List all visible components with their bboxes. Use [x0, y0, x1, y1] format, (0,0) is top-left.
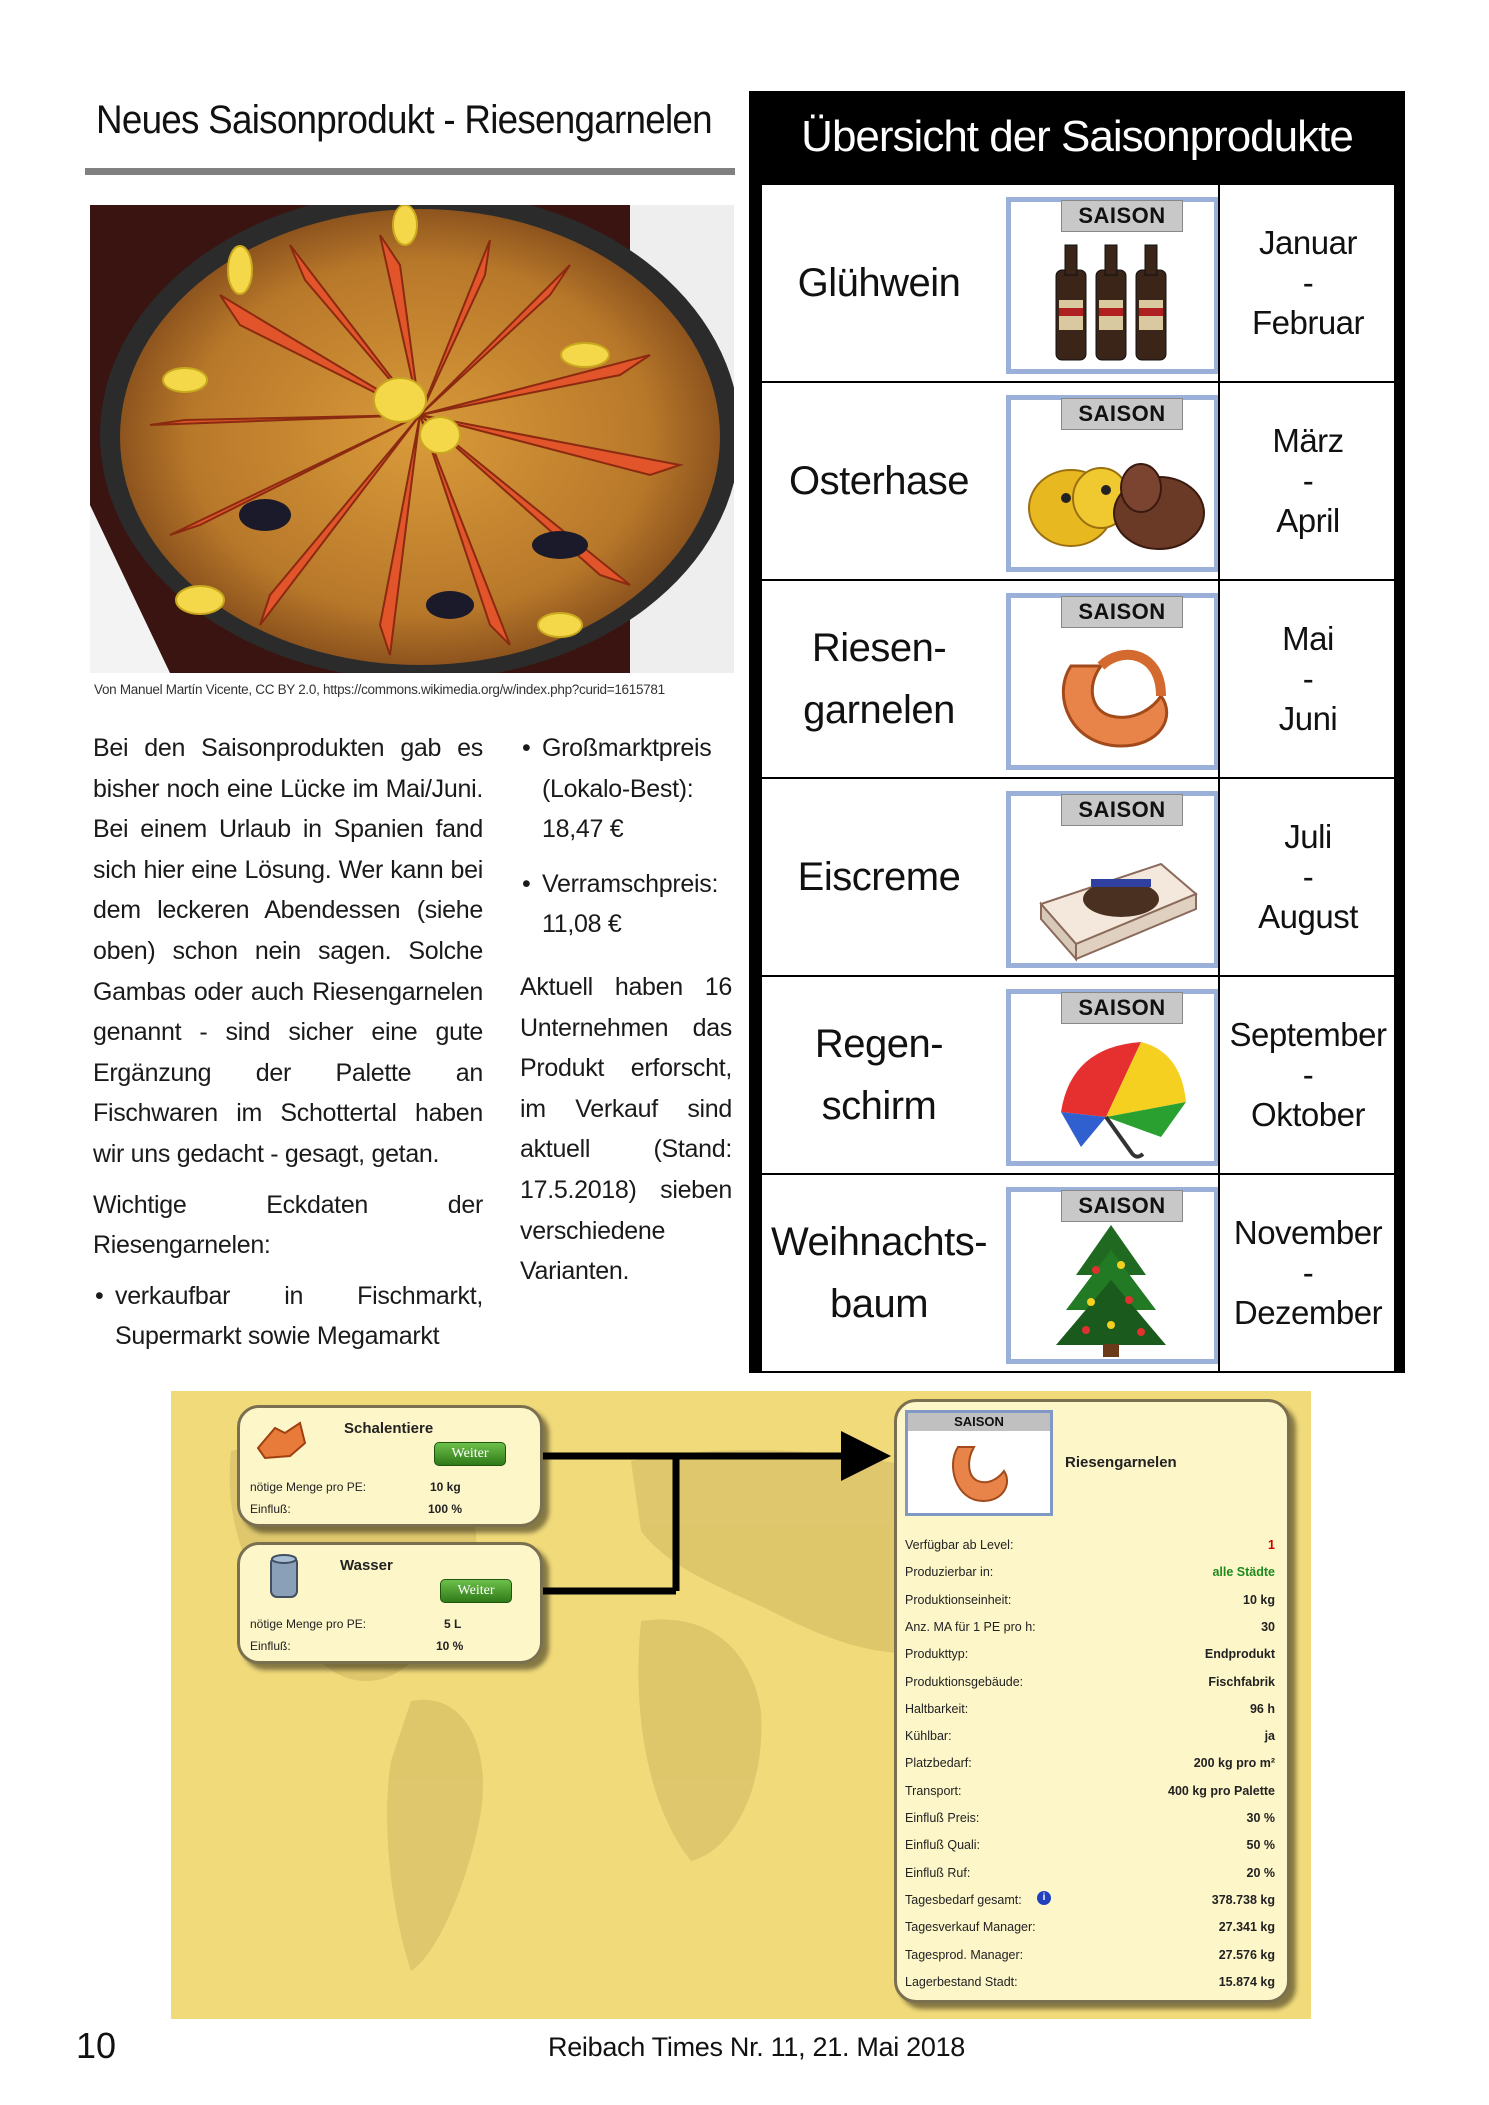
spec-row [905, 1838, 1275, 1865]
season-product-name: Regen- schirm [814, 1022, 944, 1128]
spec-label: Haltbarkeit: [905, 1701, 969, 1716]
spec-row [905, 1920, 1275, 1947]
bullet-item: • Großmarktpreis (Lokalo-Best): 18,47 € [520, 728, 732, 850]
spec-label: Lagerbestand Stadt: [905, 1974, 1018, 1989]
article-paragraph: Bei den Saisonprodukten gab es bisher noch eine Lücke im Mai/Juni. Bei einem Urlaub in Spanien fand sich hier eine Lösung. Wer kann bei dem leckeren Abendessen (siehe oben) schon nein sagen. Solche Gambas oder auch Riesengarnelen genannt - sind sicher eine gute Ergänzung der Palette an Fischwaren im Schottertal haben wir uns gedacht - gesagt, getan. [93, 734, 483, 1168]
spec-label: Tagesverkauf Manager: [905, 1920, 1036, 1935]
product-spec-list [897, 1538, 1287, 1998]
spec-label: Transport: [905, 1783, 962, 1798]
ice-cream-box-icon [1011, 824, 1214, 963]
spec-value: 96 h [1249, 1701, 1275, 1716]
season-months: September - Oktober [1218, 977, 1396, 1173]
christmas-tree-icon [1011, 1220, 1214, 1359]
wine-bottles-icon [1011, 230, 1214, 369]
season-row-osterhase [762, 383, 1394, 579]
game-screenshot [171, 1391, 1311, 2019]
season-row-regenschirm [762, 977, 1394, 1173]
spec-value: 15.874 kg [1218, 1974, 1275, 1989]
qty-value: 5 L [444, 1617, 462, 1631]
weiter-button[interactable]: Weiter [440, 1579, 512, 1603]
season-product-name: Weihnachts- baum [770, 1220, 988, 1326]
spec-value: 1 [1268, 1538, 1275, 1552]
spec-value: Fischfabrik [1208, 1674, 1275, 1689]
product-image-frame [905, 1410, 1053, 1516]
article-paragraph: Aktuell haben 16 Unternehmen das Produkt erforscht, im Verkauf sind aktuell (Stand: 17.5.2018) sieben verschiedene Varianten. [520, 972, 732, 1286]
article-title: Neues Saisonprodukt - Riesengarnelen [96, 98, 712, 142]
article-right-column [520, 728, 732, 1292]
bullet-item: • verkaufbar in Fischmarkt, Supermarkt sowie Megamarkt [93, 1276, 483, 1357]
product-title: Riesengarnelen [1065, 1454, 1177, 1471]
shrimp-icon [1011, 626, 1214, 765]
spec-label: Platzbedarf: [905, 1756, 972, 1771]
spec-row [905, 1756, 1275, 1783]
ingredient-title: Schalentiere [344, 1420, 434, 1437]
spec-row [905, 1565, 1275, 1592]
weiter-button[interactable]: Weiter [434, 1442, 506, 1466]
season-product-name: Riesen- garnelen [803, 626, 955, 732]
product-detail-panel [894, 1399, 1290, 2003]
qty-value: 10 kg [430, 1480, 461, 1494]
season-row-weihnachtsbaum [762, 1175, 1394, 1371]
spec-label: Produktionseinheit: [905, 1592, 1012, 1607]
spec-label: Produkttyp: [905, 1647, 969, 1662]
spec-row [905, 1620, 1275, 1647]
season-product-name: Glühwein [797, 261, 961, 305]
overview-title: Übersicht der Saisonprodukte [801, 112, 1353, 161]
easter-bunny-icon [1011, 428, 1214, 567]
spec-value: 27.576 kg [1218, 1947, 1275, 1962]
influence-label: Einfluß: [250, 1639, 291, 1653]
spec-value: 378.738 kg [1211, 1892, 1275, 1907]
photo-caption: Von Manuel Martín Vicente, CC BY 2.0, https://commons.wikimedia.org/w/index.php?curid=1615781 [94, 682, 665, 697]
spec-value: 50 % [1246, 1838, 1275, 1853]
spec-row [905, 1893, 1275, 1920]
influence-label: Einfluß: [250, 1502, 291, 1516]
spec-row [905, 1948, 1275, 1975]
spec-label: Produktionsgebäude: [905, 1674, 1024, 1689]
spec-row [905, 1675, 1275, 1702]
season-row-riesengarnelen [762, 581, 1394, 777]
saison-label: SAISON [1061, 992, 1183, 1024]
spec-value: 20 % [1246, 1865, 1275, 1880]
spec-label: Verfügbar ab Level: [905, 1538, 1014, 1552]
spec-label: Einfluß Preis: [905, 1811, 980, 1825]
spec-value: Endprodukt [1204, 1647, 1275, 1662]
season-months: Juli - August [1218, 779, 1396, 975]
saison-label: SAISON [1061, 200, 1183, 232]
spec-label: Anz. MA für 1 PE pro h: [905, 1619, 1036, 1634]
spec-value: 200 kg pro m² [1193, 1756, 1275, 1771]
spec-row [905, 1647, 1275, 1674]
season-months: März - April [1218, 383, 1396, 579]
spec-value: 30 [1261, 1619, 1275, 1634]
spec-value: ja [1264, 1729, 1275, 1744]
spec-label: Kühlbar: [905, 1729, 952, 1744]
article-left-column [93, 728, 483, 1357]
season-product-name: Eiscreme [797, 855, 961, 899]
spec-label: Einfluß Ruf: [905, 1865, 971, 1880]
page-number: 10 [76, 2025, 117, 2066]
qty-label: nötige Menge pro PE: [250, 1617, 367, 1631]
season-months: Mai - Juni [1218, 581, 1396, 777]
spec-row [905, 1593, 1275, 1620]
spec-label: Produzierbar in: [905, 1565, 994, 1580]
paella-photo [90, 205, 734, 673]
water-barrel-icon [268, 1553, 300, 1601]
spec-row [905, 1538, 1275, 1565]
influence-value: 100 % [428, 1502, 463, 1516]
spec-row [905, 1784, 1275, 1811]
spec-value: 10 kg [1243, 1592, 1275, 1607]
spec-row [905, 1729, 1275, 1756]
spec-value: 27.341 kg [1218, 1920, 1275, 1935]
spec-label: Tagesbedarf gesamt: [905, 1892, 1022, 1907]
ingredient-title: Wasser [340, 1557, 393, 1574]
saison-label: SAISON [1061, 794, 1183, 826]
spec-label: Tagesprod. Manager: [905, 1947, 1024, 1962]
spec-value: alle Städte [1212, 1565, 1275, 1580]
umbrella-icon [1011, 1022, 1214, 1161]
saison-label: SAISON [908, 1413, 1050, 1431]
spec-row [905, 1702, 1275, 1729]
shellfish-icon [250, 1418, 310, 1463]
info-icon[interactable]: i [1037, 1891, 1051, 1905]
footer-text: Reibach Times Nr. 11, 21. Mai 2018 [548, 2032, 966, 2062]
season-months: November - Dezember [1218, 1175, 1396, 1371]
season-row-gluehwein [762, 185, 1394, 381]
article-paragraph: Wichtige Eckdaten der Riesengarnelen: [93, 1190, 483, 1260]
saison-label: SAISON [1061, 596, 1183, 628]
shrimp-icon [938, 1435, 1018, 1509]
ingredient-panel-wasser [237, 1542, 543, 1664]
season-months: Januar - Februar [1218, 185, 1396, 381]
qty-label: nötige Menge pro PE: [250, 1480, 367, 1494]
saison-label: SAISON [1061, 1190, 1183, 1222]
title-divider [85, 168, 735, 175]
spec-row [905, 1811, 1275, 1838]
bullet-item: • Verramschpreis: 11,08 € [520, 864, 732, 945]
influence-value: 10 % [436, 1639, 464, 1653]
spec-value: 30 % [1246, 1811, 1275, 1825]
ingredient-panel-schalentiere [237, 1405, 543, 1527]
season-row-eiscreme [762, 779, 1394, 975]
spec-label: Einfluß Quali: [905, 1838, 981, 1853]
season-product-name: Osterhase [788, 459, 970, 503]
saison-label: SAISON [1061, 398, 1183, 430]
spec-row [905, 1866, 1275, 1893]
spec-value: 400 kg pro Palette [1168, 1783, 1275, 1798]
spec-row [905, 1975, 1275, 2002]
